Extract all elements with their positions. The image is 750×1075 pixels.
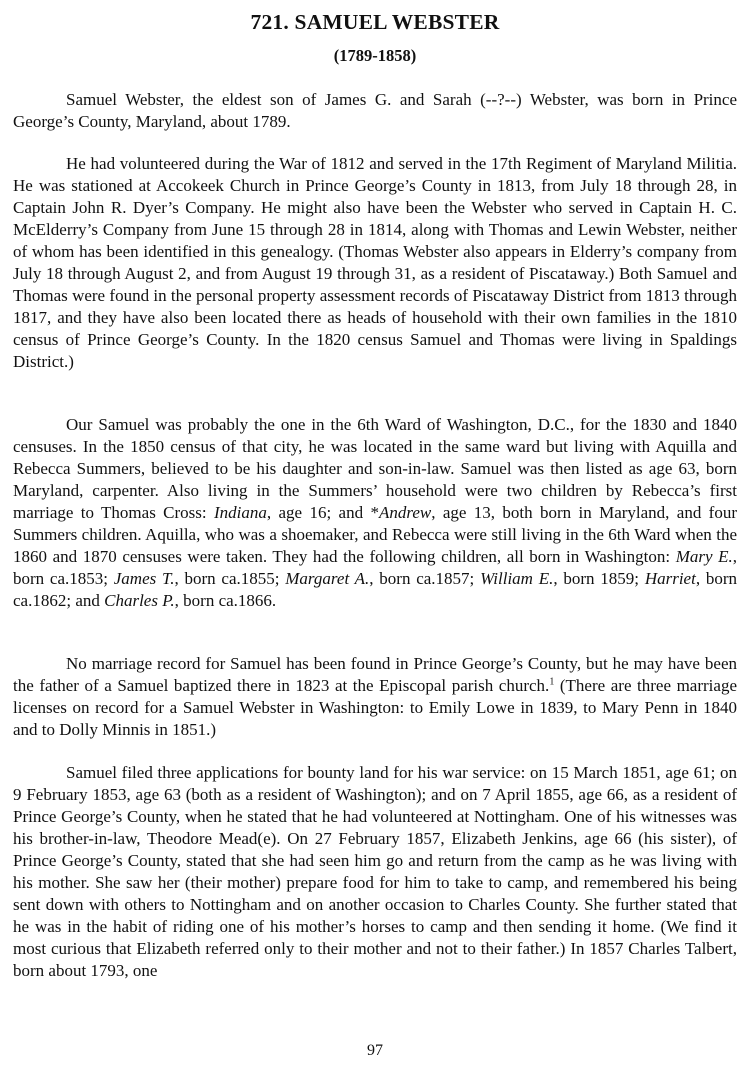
paragraph-census-records xyxy=(13,414,737,612)
italic-name: Margaret A. xyxy=(285,569,370,588)
paragraph-military-service xyxy=(13,153,737,373)
text-run: Samuel Webster, the eldest son of James G. and Sarah (--?--) Webster, was born in Prince George’s County, Maryland, about 1789. xyxy=(13,90,737,131)
paragraph-birth xyxy=(13,89,737,133)
text-run: , born ca.1866. xyxy=(174,591,277,610)
text-run: , born ca.1855; xyxy=(174,569,286,588)
italic-name: Harriet xyxy=(644,569,696,588)
text-run: , born ca.1853; xyxy=(13,547,737,588)
paragraph-bounty-land xyxy=(13,762,737,982)
text-run: , born ca.1857; xyxy=(369,569,481,588)
text-run: No marriage record for Samuel has been found in Prince George’s County, but he may have been the father of a Samuel baptized there in 1823 at the Episcopal parish church. xyxy=(13,654,737,695)
italic-name: Andrew xyxy=(378,503,432,522)
text-run: (There are three marriage licenses on record for a Samuel Webster in Washington: to Emily Lowe in 1839, to Mary Penn in 1840 and to Dolly Minnis in 1851.) xyxy=(13,676,737,739)
text-run: , age 16; and * xyxy=(266,503,379,522)
italic-name: William E. xyxy=(480,569,554,588)
section-title: 721. SAMUEL WEBSTER xyxy=(250,10,500,34)
page-number: 97 xyxy=(367,1042,383,1059)
italic-name: James T. xyxy=(113,569,175,588)
italic-name: Indiana xyxy=(214,503,267,522)
text-run: Samuel filed three applications for bounty land for his war service: on 15 March 1851, age 61; on 9 February 1853, age 63 (both as a resident of Washington); and on 7 April 1855, age 66, as a resident of Prince George’s County, when he stated that he had volunteered at Nottingham. One of his witnesses was his brother-in-law, Theodore Mead(e). On 27 February 1857, Elizabeth Jenkins, age 66 (his sister), of Prince George’s County, stated that she had seen him go and return from the camp as he was living with his mother. She saw her (their mother) prepare food for him to take to camp, and remembered his being sent down with others to Nottingham and on another occasion to Charles County. She further stated that he was in the habit of riding one of his mother’s horses to camp and then sending it home. (We find it most curious that Elizabeth referred only to their mother and not to their father.) In 1857 Charles Talbert, born about 1793, one xyxy=(13,763,737,980)
text-run: , born ca.1862; and xyxy=(13,569,737,610)
life-dates: (1789-1858) xyxy=(333,46,417,65)
italic-name: Mary E. xyxy=(675,547,733,566)
text-run: Our Samuel was probably the one in the 6th Ward of Washington, D.C., for the 1830 and 1840 censuses. In the 1850 census of that city, he was located in the same ward but living with Aquilla and Rebecca Summers, believed to be his daughter and son-in-law. Samuel was then listed as age 63, born Maryland, carpenter. Also living in the Summers’ household were two children by Rebecca’s first marriage to Thomas Cross: xyxy=(13,415,737,522)
footnote-marker: 1 xyxy=(549,676,555,688)
text-run: He had volunteered during the War of 1812 and served in the 17th Regiment of Maryland Militia. He was stationed at Accokeek Church in Prince George’s County in 1813, from July 18 through 28, in Captain John R. Dyer’s Company. He might also have been the Webster who served in Captain H. C. McElderry’s Company from June 15 through 28 in 1814, along with Thomas and Lewin Webster, neither of whom has been identified in this genealogy. (Thomas Webster also appears in Elderry’s company from July 18 through August 2, and from August 19 through 31, as a resident of Piscataway.) Both Samuel and Thomas were found in the personal property assessment records of Piscataway District from 1813 through 1817, and they have also been located there as heads of household with their own families in the 1810 census of Prince George’s County. In the 1820 census Samuel and Thomas were living in Spaldings District.) xyxy=(13,154,737,371)
text-run: , born 1859; xyxy=(553,569,645,588)
italic-name: Charles P. xyxy=(104,591,175,610)
paragraph-marriage xyxy=(13,653,737,741)
text-run: , age 13, both born in Maryland, and four Summers children. Aquilla, who was a shoemaker, and Rebecca were still living in the 6th Ward when the 1860 and 1870 censuses were taken. They had the following children, all born in Washington: xyxy=(13,503,738,566)
